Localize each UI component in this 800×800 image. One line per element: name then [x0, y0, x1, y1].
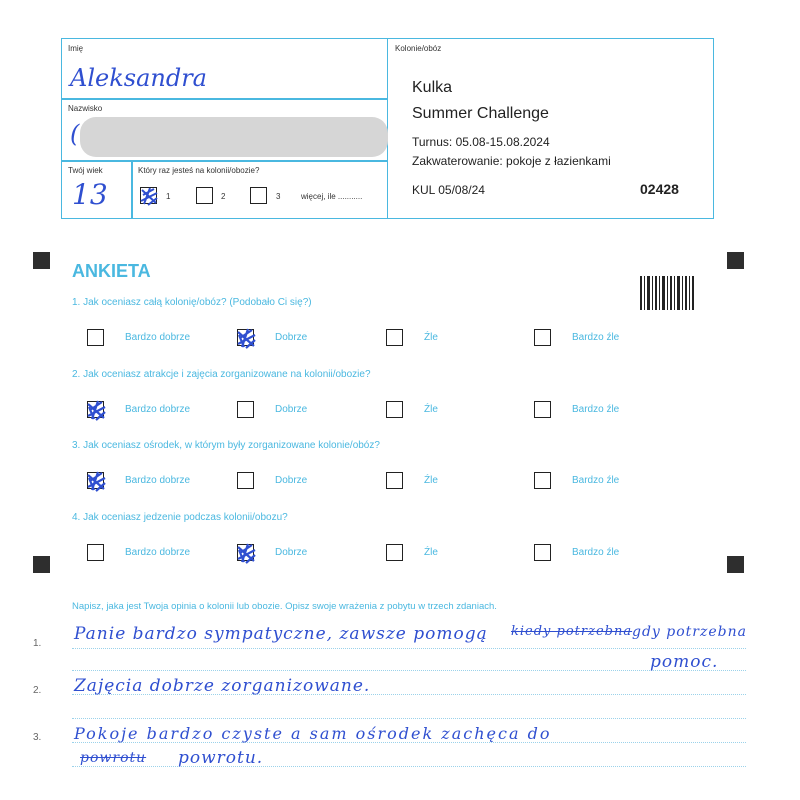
- question-2-checkbox-3[interactable]: [386, 401, 403, 418]
- camp-label: Kolonie/obóz: [395, 44, 442, 53]
- question-4-checkbox-1[interactable]: [87, 544, 104, 561]
- divider-age: [61, 160, 388, 162]
- answer-line: [72, 718, 746, 719]
- question-2-option-label: Bardzo dobrze: [125, 404, 191, 415]
- answer-1-continued: pomoc.: [650, 652, 719, 672]
- answer-1-text: Panie bardzo sympatyczne, zawsze pomogą: [74, 624, 488, 644]
- answer-1-end: gdy potrzebna: [632, 624, 747, 640]
- question-1-text: 1. Jak oceniasz całą kolonię/obóz? (Podobało Ci się?): [72, 297, 312, 308]
- scribble-mark-icon: [235, 327, 258, 350]
- question-1-option-label: Dobrze: [275, 332, 308, 343]
- question-4-option-label: Źle: [424, 547, 438, 558]
- question-1-checkbox-1[interactable]: [87, 329, 104, 346]
- times-option-more: więcej, ile ...........: [301, 192, 363, 201]
- camp-name: Kulka: [412, 79, 453, 96]
- question-4-option-label: Bardzo dobrze: [125, 547, 191, 558]
- answer-line: [72, 670, 746, 671]
- corner-marker-bottom-left: [33, 556, 50, 573]
- times-label: Który raz jesteś na kolonii/obozie?: [138, 166, 260, 175]
- question-3-option-label: Bardzo źle: [572, 475, 620, 486]
- scribble-mark-icon: [85, 470, 108, 493]
- name-value: Aleksandra: [70, 64, 207, 92]
- barcode-icon: [640, 276, 694, 310]
- surname-label: Nazwisko: [68, 104, 103, 113]
- question-2-checkbox-4[interactable]: [534, 401, 551, 418]
- question-4-option-label: Dobrze: [275, 547, 308, 558]
- camp-number: 02428: [640, 181, 679, 197]
- question-2-option-label: Dobrze: [275, 404, 308, 415]
- question-4-option-label: Bardzo źle: [572, 547, 620, 558]
- question-3-text: 3. Jak oceniasz ośrodek, w którym były zorganizowane kolonie/obóz?: [72, 440, 380, 451]
- answer-2-text: Zajęcia dobrze zorganizowane.: [74, 676, 371, 696]
- answer-1-struck: kiedy potrzebna: [511, 624, 633, 639]
- line-number-1: 1.: [33, 638, 42, 649]
- question-4-checkbox-2[interactable]: [237, 544, 254, 561]
- surname-initial: (: [70, 120, 80, 148]
- question-1-checkbox-3[interactable]: [386, 329, 403, 346]
- question-3-checkbox-2[interactable]: [237, 472, 254, 489]
- question-1-option-label: Źle: [424, 332, 438, 343]
- question-4-text: 4. Jak oceniasz jedzenie podczas kolonii/obozu?: [72, 512, 288, 523]
- question-3-option-label: Bardzo dobrze: [125, 475, 191, 486]
- name-label: Imię: [68, 44, 84, 53]
- answer-line: [72, 766, 746, 767]
- question-2-text: 2. Jak oceniasz atrakcje i zajęcia zorganizowane na kolonii/obozie?: [72, 369, 371, 380]
- question-3-checkbox-4[interactable]: [534, 472, 551, 489]
- divider-name: [61, 98, 388, 100]
- times-option-1: 1: [166, 192, 171, 201]
- camp-turnus: Turnus: 05.08-15.08.2024: [412, 135, 550, 149]
- age-label: Twój wiek: [68, 166, 103, 175]
- question-3-checkbox-1[interactable]: [87, 472, 104, 489]
- question-1-option-label: Bardzo źle: [572, 332, 620, 343]
- scribble-mark-icon: [85, 399, 108, 422]
- question-3-option-label: Dobrze: [275, 475, 308, 486]
- line-number-2: 2.: [33, 685, 42, 696]
- scribble-mark-icon: [235, 542, 258, 565]
- camp-program: Summer Challenge: [412, 105, 549, 122]
- answer-line: [72, 648, 746, 649]
- question-2-option-label: Bardzo źle: [572, 404, 620, 415]
- line-number-3: 3.: [33, 732, 42, 743]
- times-checkbox-3[interactable]: [250, 187, 267, 204]
- question-1-checkbox-4[interactable]: [534, 329, 551, 346]
- corner-marker-bottom-right: [727, 556, 744, 573]
- question-1-option-label: Bardzo dobrze: [125, 332, 191, 343]
- answer-3-text: Pokoje bardzo czyste a sam ośrodek zachęca do: [74, 724, 552, 743]
- divider-age-vertical: [131, 160, 133, 219]
- times-option-2: 2: [221, 192, 226, 201]
- corner-marker-top-right: [727, 252, 744, 269]
- camp-code: KUL 05/08/24: [412, 183, 485, 197]
- answer-3-struck: powrotu: [80, 750, 147, 766]
- question-4-checkbox-3[interactable]: [386, 544, 403, 561]
- question-2-checkbox-1[interactable]: [87, 401, 104, 418]
- question-1-checkbox-2[interactable]: [237, 329, 254, 346]
- survey-title: ANKIETA: [72, 261, 151, 281]
- question-2-checkbox-2[interactable]: [237, 401, 254, 418]
- camp-accommodation: Zakwaterowanie: pokoje z łazienkami: [412, 154, 611, 168]
- question-3-option-label: Źle: [424, 475, 438, 486]
- question-4-checkbox-4[interactable]: [534, 544, 551, 561]
- corner-marker-top-left: [33, 252, 50, 269]
- answer-3-continued: powrotu.: [178, 748, 264, 768]
- times-checkbox-1[interactable]: [140, 187, 157, 204]
- scribble-mark-icon: [138, 185, 161, 208]
- question-3-checkbox-3[interactable]: [386, 472, 403, 489]
- surname-redaction: [80, 117, 388, 157]
- times-option-3: 3: [276, 192, 281, 201]
- age-value: 13: [72, 178, 108, 211]
- times-checkbox-2[interactable]: [196, 187, 213, 204]
- opinion-prompt: Napisz, jaka jest Twoja opinia o kolonii lub obozie. Opisz swoje wrażenia z pobytu w trzech zdaniach.: [72, 601, 497, 612]
- question-2-option-label: Źle: [424, 404, 438, 415]
